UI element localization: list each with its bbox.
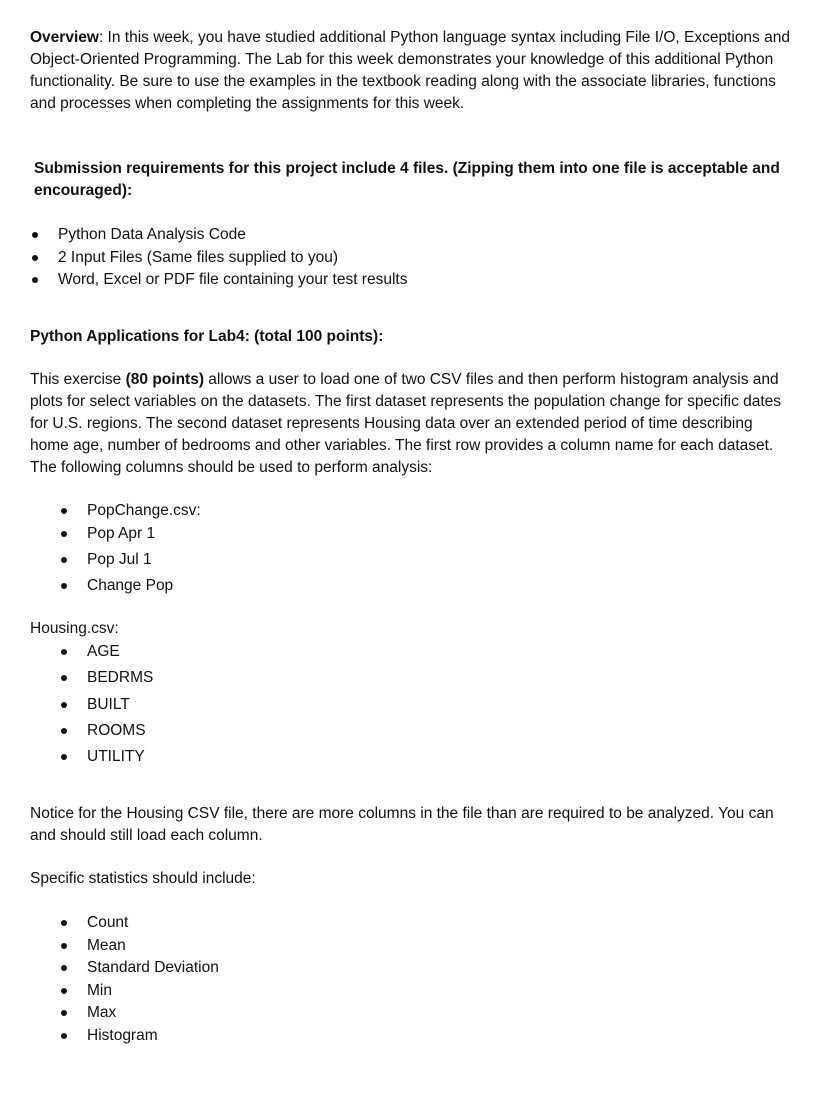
list-item-text: Mean [87, 936, 126, 954]
list-item-text: Python Data Analysis Code [58, 226, 246, 243]
housing-list [30, 641, 790, 772]
overview-paragraph [30, 27, 790, 115]
exercise-paragraph [30, 369, 790, 479]
notice-paragraph [30, 803, 790, 847]
list-item [30, 746, 790, 772]
bullet-icon [61, 943, 67, 949]
list-item-text: Word, Excel or PDF file containing your test results [58, 271, 408, 288]
list-item [30, 1002, 790, 1025]
bullet-icon [61, 557, 67, 563]
bullet-icon [61, 754, 67, 760]
list-item-text: AGE [87, 643, 120, 660]
list-item [30, 523, 790, 549]
list-item [30, 549, 790, 575]
overview-label: Overview [30, 29, 99, 46]
list-item [30, 500, 790, 523]
bullet-icon [32, 232, 38, 238]
list-item [30, 957, 790, 980]
bullet-icon [61, 531, 67, 537]
submission-heading [34, 158, 790, 202]
list-item-text: Standard Deviation [87, 959, 219, 977]
bullet-icon [61, 988, 67, 994]
list-item [30, 224, 790, 247]
list-item-text: BEDRMS [87, 669, 154, 687]
exercise-text-after: allows a user to load one of two CSV files and then perform histogram analysis and plots for select variables on the datasets. The first dataset represents the population change for specific dates for U.S. regions. The second dataset represents Housing data over an extended period of time describing home age, number of bedrooms and other variables. The first row provides a column name for each dataset. The following columns should be used to perform analysis: [30, 371, 782, 476]
applications-heading [30, 326, 790, 348]
list-item-text: Max [87, 1004, 117, 1022]
bullet-icon [61, 702, 67, 708]
housing-label [30, 618, 790, 640]
exercise-points: (80 points) [125, 371, 204, 388]
submission-list [30, 224, 790, 292]
list-item [30, 980, 790, 1003]
statistics-heading [30, 868, 790, 890]
bullet-icon [61, 675, 67, 681]
list-item [30, 247, 790, 270]
list-item [30, 935, 790, 958]
list-item-text: Count [87, 914, 129, 931]
list-item-text: Histogram [87, 1026, 158, 1044]
bullet-icon [32, 277, 38, 283]
bullet-icon [61, 1010, 67, 1016]
list-item-text: Pop Apr 1 [87, 524, 156, 542]
submission-heading-text: Submission requirements for this project include 4 files. (Zipping them into one file is acceptable and encouraged): [34, 160, 780, 199]
notice-text: Notice for the Housing CSV file, there are more columns in the file than are required to be analyzed. You can and should still load each column. [30, 805, 774, 844]
list-item [30, 912, 790, 935]
housing-label-text: Housing.csv: [30, 620, 119, 637]
list-item [30, 720, 790, 746]
list-item-text: ROOMS [87, 721, 146, 739]
list-item-text: PopChange.csv: [87, 502, 201, 519]
bullet-icon [61, 508, 67, 514]
applications-heading-text: Python Applications for Lab4: (total 100 points): [30, 328, 384, 345]
list-item-text: Min [87, 981, 112, 999]
statistics-list [30, 912, 790, 1048]
bullet-icon [61, 920, 67, 926]
list-item-text: BUILT [87, 695, 130, 713]
statistics-heading-text: Specific statistics should include: [30, 870, 256, 887]
bullet-icon [61, 965, 67, 971]
bullet-icon [61, 1033, 67, 1039]
list-item-text: Change Pop [87, 577, 174, 595]
popchange-list [30, 500, 790, 601]
list-item [30, 667, 790, 693]
list-item [30, 269, 790, 292]
list-item-text: Pop Jul 1 [87, 550, 152, 568]
bullet-icon [61, 728, 67, 734]
bullet-icon [61, 649, 67, 655]
overview-text: : In this week, you have studied additional Python language syntax including File I/O, Exceptions and Object-Oriented Programming. The Lab for this week demonstrates your knowledge of this additional Python functionality. Be sure to use the examples in the textbook reading along with the associate libraries, functions and processes when completing the assignments for this week. [30, 29, 790, 112]
list-item [30, 694, 790, 720]
bullet-icon [61, 583, 67, 589]
list-item [30, 641, 790, 667]
list-item [30, 575, 790, 601]
bullet-icon [32, 255, 38, 261]
list-item [30, 1025, 790, 1048]
exercise-text-before: This exercise [30, 371, 126, 388]
list-item-text: UTILITY [87, 748, 145, 766]
list-item-text: 2 Input Files (Same files supplied to you) [58, 248, 338, 266]
